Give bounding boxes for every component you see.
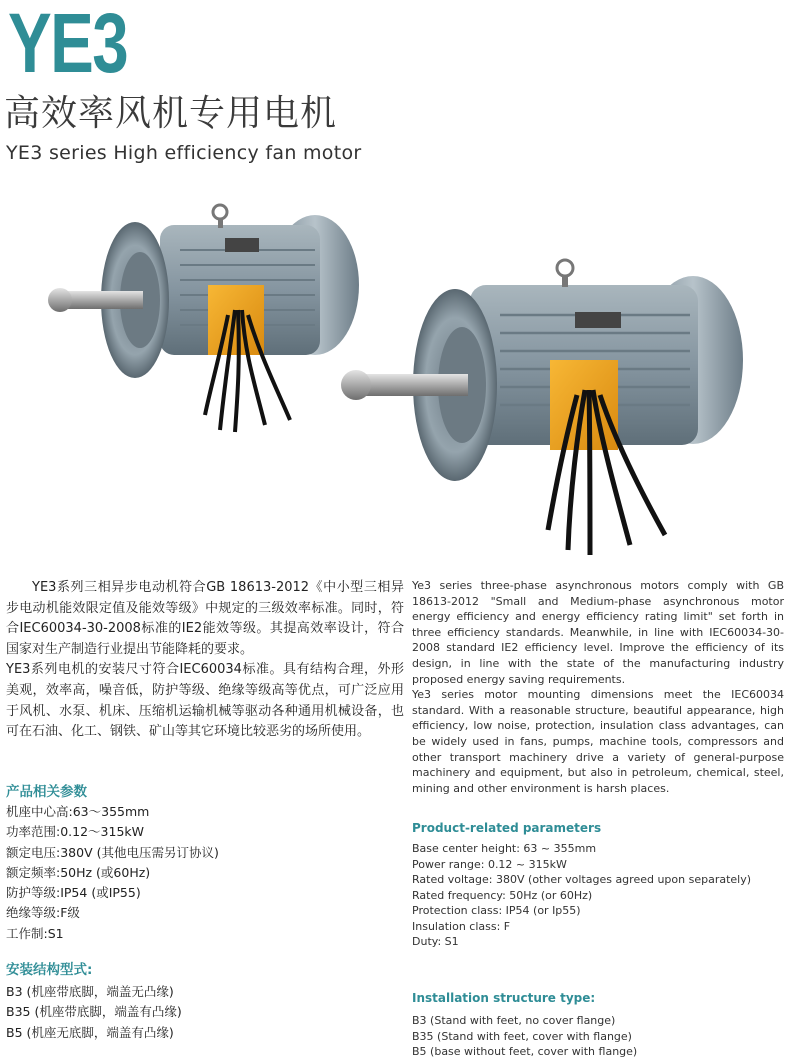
params-list-cn [6, 802, 396, 944]
page-title-en: YE3 series High efficiency fan motor [6, 142, 362, 164]
list-item: 额定频率:50Hz (或60Hz) [6, 864, 151, 880]
list-item: Duty: S1 [412, 935, 459, 948]
intro-en-paragraph-2: Ye3 series motor mounting dimensions meet the IEC60034 standard. With a reasonable structure, beautiful appearance, high efficiency, low noise, protection, insulation class advantages, can be widely used in fans, pumps, machine tools, compressors and other transport machinery drive a variety of general-purpose machinery and equipment, but also in petroleum, chemical, steel, mining and other environment is harsh places. [412, 688, 784, 795]
motor-product-photo [30, 190, 760, 570]
list-item: 功率范围:0.12～315kW [6, 824, 145, 840]
install-list-cn [6, 982, 396, 1043]
motor-image-small [48, 205, 359, 432]
install-heading-cn: 安装结构型式: [6, 962, 93, 978]
list-item: B5 (机座无底脚，端盖有凸缘) [6, 1024, 174, 1040]
list-item: 工作制:S1 [6, 925, 64, 941]
install-heading-en: Installation structure type: [412, 991, 596, 1005]
intro-cn-paragraph-2: YE3系列电机的安装尺寸符合IEC60034标准。具有结构合理，外形美观，效率高，噪音低，防护等级、绝缘等级高等优点，可广泛应用于风机、水泵、机床、压缩机运输机械等驱动各种通用机械设备，也可在石油、化工、钢铁、矿山等其它环境比较恶劣的场所使用。 [6, 662, 404, 740]
list-item: Power range: 0.12 ~ 315kW [412, 857, 567, 871]
list-item: B5 (base without feet, cover with flange) [412, 1045, 638, 1058]
intro-en [412, 578, 784, 796]
list-item: Base center height: 63 ~ 355mm [412, 842, 597, 855]
intro-cn [6, 578, 404, 743]
list-item: B3 (机座带底脚，端盖无凸缘) [6, 984, 174, 999]
list-item: B35 (机座带底脚，端盖有凸缘) [6, 1004, 182, 1020]
params-cn [6, 782, 396, 944]
list-item: Protection class: IP54 (or Ip55) [412, 904, 581, 917]
page-title-cn: 高效率风机专用电机 [4, 93, 338, 134]
list-item: Rated voltage: 380V (other voltages agreed upon separately) [412, 873, 752, 886]
install-en [412, 989, 784, 1060]
list-item: 防护等级:IP54 (或IP55) [6, 885, 141, 901]
params-en [412, 819, 784, 950]
list-item: B35 (Stand with feet, cover with flange) [412, 1029, 632, 1043]
params-list-en [412, 841, 784, 950]
model-title: YE3 [8, 0, 128, 90]
list-item: 机座中心高:63～355mm [6, 804, 150, 819]
install-list-en [412, 1013, 784, 1060]
params-heading-cn: 产品相关参数 [6, 784, 87, 800]
list-item: Insulation class: F [412, 919, 511, 933]
list-item: B3 (Stand with feet, no cover flange) [412, 1014, 616, 1027]
intro-cn-paragraph-1: YE3系列三相异步电动机符合GB 18613-2012《中小型三相异步电动机能效限定值及能效等级》中规定的三级效率标准。同时，符合IEC60034-30-2008标准的IE2能效等级。其提高效率设计，符合国家对生产制造行业提出节能降耗的要求。 [6, 580, 404, 657]
list-item: Rated frequency: 50Hz (or 60Hz) [412, 888, 593, 902]
intro-en-paragraph-1: Ye3 series three-phase asynchronous motors comply with GB 18613-2012 "Small and Medium-phase asynchronous motor energy efficiency and energy efficiency rating limit" set forth in three efficiency standards. Meanwhile, in line with IEC60034-30-2008 standard IE2 efficiency level. Improve the efficiency of its design, in line with the state of the manufacturing industry proposed energy saving requirements. [412, 579, 784, 686]
params-heading-en: Product-related parameters [412, 821, 602, 835]
install-cn [6, 960, 396, 1043]
list-item: 额定电压:380V (其他电压需另订协议) [6, 844, 219, 860]
motor-image-large [341, 260, 743, 555]
list-item: 绝缘等级:F级 [6, 905, 80, 921]
